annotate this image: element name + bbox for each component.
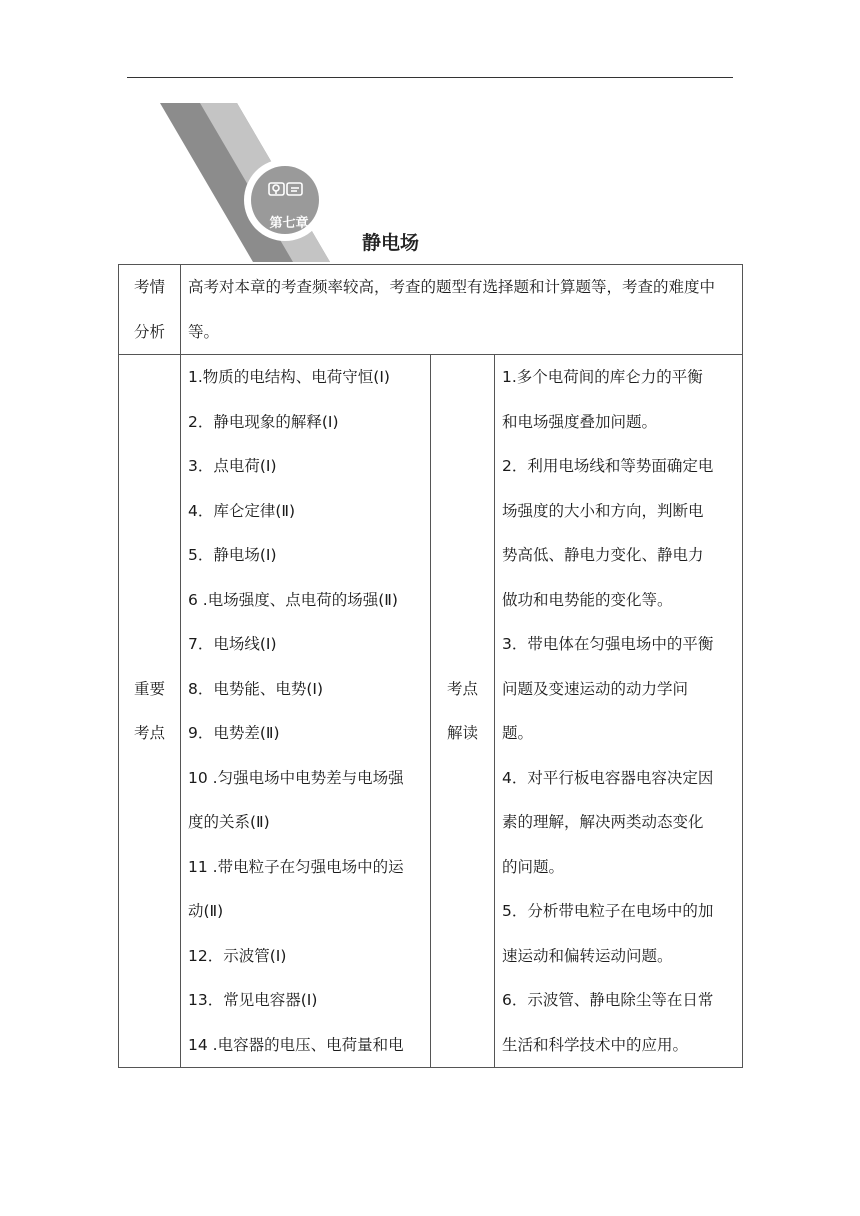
analysis-header-line1: 考情	[133, 278, 165, 296]
interpretation-line: 素的理解，解决两类动态变化	[502, 813, 704, 831]
analysis-text: 高考对本章的考查频率较高，考查的题型有选择题和计算题等，考查的难度中等。	[181, 265, 743, 355]
interpretation-line: 场强度的大小和方向，判断电	[502, 501, 704, 520]
interpretation-line: 的问题。	[502, 857, 565, 876]
key-point-item: 13．常见电容器(Ⅰ)	[188, 991, 318, 1009]
key-point-item: 3．点电荷(Ⅰ)	[188, 457, 277, 475]
interpretation-line: 问题及变速运动的动力学问	[502, 679, 689, 698]
key-point-item: 14 .电容器的电压、电荷量和电	[188, 1035, 404, 1054]
interpretation-line: 和电场强度叠加问题。	[502, 412, 658, 431]
key-point-item: 8．电势能、电势(Ⅰ)	[188, 679, 324, 698]
chapter-number: 第七章	[269, 216, 309, 231]
key-point-item: 5．静电场(Ⅰ)	[188, 546, 277, 564]
key-point-item: 7．电场线(Ⅰ)	[188, 635, 277, 653]
key-points-header-line2: 考点	[133, 724, 165, 742]
interpretation-line: 1.多个电荷间的库仑力的平衡	[502, 368, 703, 386]
chapter-title: 静电场	[362, 232, 420, 254]
key-point-item: 12．示波管(Ⅰ)	[188, 946, 287, 965]
key-points-list	[181, 355, 431, 1068]
key-point-item: 9．电势差(Ⅱ)	[188, 724, 280, 742]
analysis-row	[119, 265, 743, 355]
interpretation-line: 题。	[502, 724, 534, 742]
interpretation-line: 生活和科学技术中的应用。	[502, 1035, 689, 1054]
key-point-item: 4．库仑定律(Ⅱ)	[188, 501, 296, 520]
key-point-item: 11 .带电粒子在匀强电场中的运	[188, 857, 404, 876]
key-point-item: 10 .匀强电场中电势差与电场强	[188, 768, 404, 787]
interpretation-list	[495, 355, 743, 1068]
analysis-header-line2: 分析	[133, 322, 165, 341]
interpretation-line: 6．示波管、静电除尘等在日常	[502, 991, 714, 1009]
key-point-item: 动(Ⅱ)	[188, 902, 224, 920]
key-point-item: 2．静电现象的解释(Ⅰ)	[188, 412, 339, 431]
key-points-header	[119, 355, 181, 1068]
interpretation-line: 4．对平行板电容器电容决定因	[502, 768, 714, 787]
key-point-item: 6 .电场强度、点电荷的场强(Ⅱ)	[188, 590, 398, 609]
interpretation-header-line2: 解读	[446, 724, 478, 742]
chapter-overview-table	[118, 264, 743, 1068]
interpretation-header	[431, 355, 495, 1068]
chapter-banner	[160, 100, 360, 265]
interpretation-header-line1: 考点	[446, 679, 478, 698]
analysis-header	[119, 265, 181, 355]
interpretation-line: 做功和电势能的变化等。	[502, 590, 673, 609]
interpretation-line: 5．分析带电粒子在电场中的加	[502, 902, 714, 920]
key-point-item: 度的关系(Ⅱ)	[188, 813, 270, 831]
key-points-header-line1: 重要	[133, 679, 165, 698]
interpretation-line: 2．利用电场线和等势面确定电	[502, 457, 714, 475]
header-rule	[127, 77, 733, 78]
key-point-item: 1.物质的电结构、电荷守恒(Ⅰ)	[188, 368, 390, 386]
interpretation-line: 3．带电体在匀强电场中的平衡	[502, 635, 714, 653]
interpretation-line: 速运动和偏转运动问题。	[502, 946, 673, 965]
interpretation-line: 势高低、静电力变化、静电力	[502, 546, 704, 564]
key-points-row	[119, 355, 743, 1068]
